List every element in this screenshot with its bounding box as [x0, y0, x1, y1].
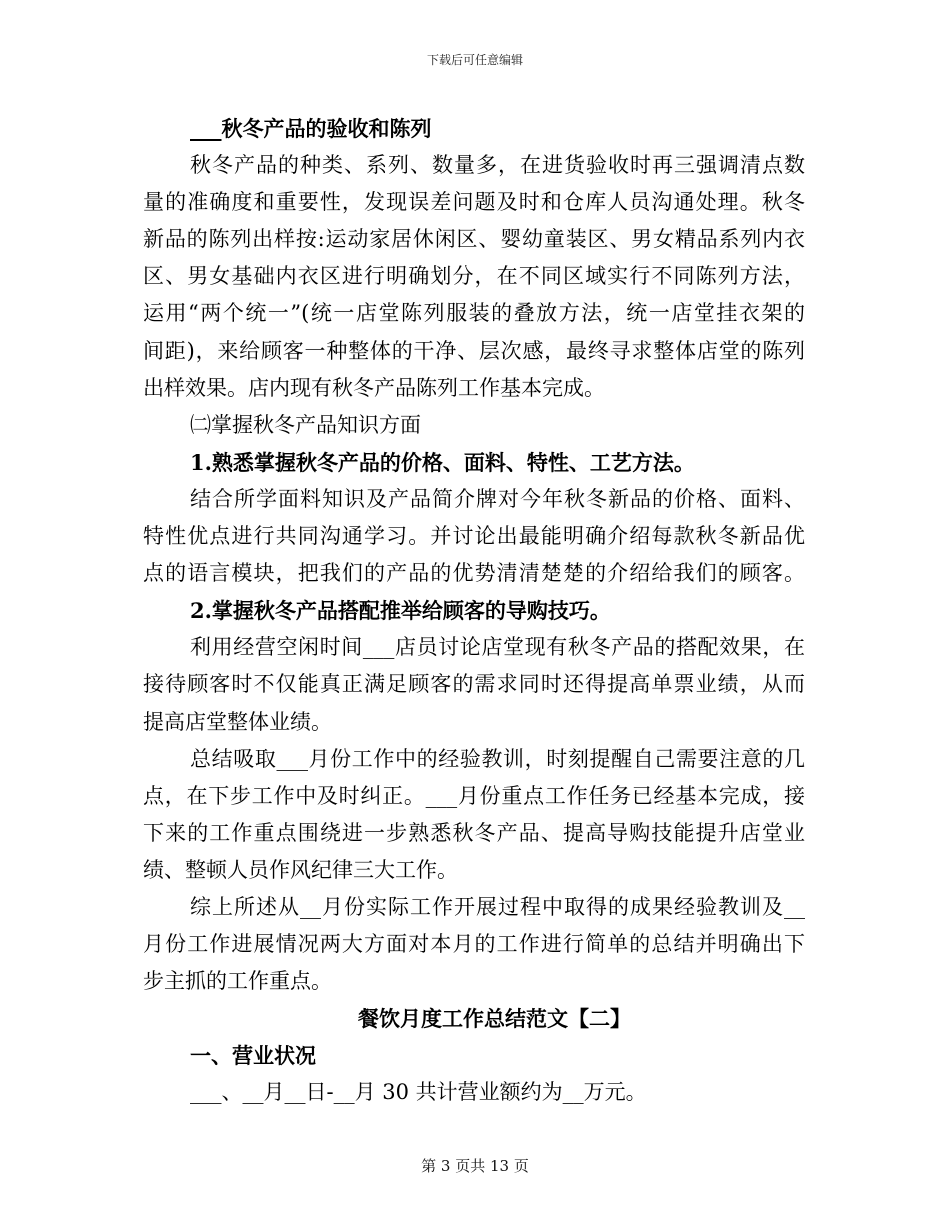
paragraph-line: 绩、整顿人员作风纪律三大工作。: [143, 857, 458, 882]
document-title: 餐饮月度工作总结范文【二】: [358, 1006, 631, 1032]
subsection-heading: 1.熟悉掌握秋冬产品的价格、面料、特性、工艺方法。: [190, 449, 695, 475]
paragraph-line: 运用“两个统一”(统一店堂陈列服装的叠放方法，统一店堂挂衣架的: [143, 301, 805, 326]
paragraph-line: 利用经营空闲时间___店员讨论店堂现有秋冬产品的搭配效果，在: [190, 635, 805, 660]
subsection-heading: 2.掌握秋冬产品搭配推举给顾客的导购技巧。: [190, 598, 611, 624]
paragraph-line: 下来的工作重点围绕进一步熟悉秋冬产品、提高导购技能提升店堂业: [143, 820, 805, 845]
paragraph-line: 接待顾客时不仅能真正满足顾客的需求同时还得提高单票业绩，从而: [143, 672, 805, 697]
paragraph-line: 特性优点进行共同沟通学习。并讨论出最能明确介绍每款秋冬新品优: [143, 524, 805, 549]
paragraph-line: 出样效果。店内现有秋冬产品陈列工作基本完成。: [143, 375, 605, 400]
paragraph-line: 提高店堂整体业绩。: [143, 709, 332, 734]
paragraph-line: 间距)，来给顾客一种整体的干净、层次感，最终寻求整体店堂的陈列: [143, 338, 805, 363]
section-heading: ㈡掌握秋冬产品知识方面: [190, 412, 421, 437]
paragraph-line: 步主抓的工作重点。: [143, 969, 332, 994]
paragraph-line: 点的语言模块，把我们的产品的优势清清楚楚的介绍给我们的顾客。: [143, 561, 805, 586]
section-heading: 一、营业状况: [190, 1043, 316, 1069]
paragraph-line: 点，在下步工作中及时纠正。___月份重点工作任务已经基本完成，接: [143, 783, 805, 808]
paragraph-line: 量的准确度和重要性，发现误差问题及时和仓库人员沟通处理。秋冬: [143, 190, 805, 215]
section-heading: ___秋冬产品的验收和陈列: [190, 116, 432, 141]
paragraph-line: 新品的陈列出样按:运动家居休闲区、婴幼童装区、男女精品系列内衣: [143, 227, 805, 252]
paragraph-line: 综上所述从__月份实际工作开展过程中取得的成果经验教训及__: [190, 894, 805, 919]
page-number: 第 3 页共 13 页: [421, 1157, 529, 1175]
document-body: [143, 110, 805, 1112]
paragraph-line: 总结吸取___月份工作中的经验教训，时刻提醒自己需要注意的几: [190, 746, 805, 771]
paragraph-line: 结合所学面料知识及产品简介牌对今年秋冬新品的价格、面料、: [190, 486, 805, 511]
header-note: 下载后可任意编辑: [426, 53, 523, 67]
paragraph-line: 秋冬产品的种类、系列、数量多，在进货验收时再三强调清点数: [190, 153, 805, 178]
paragraph-line: ___、__月__日-__月 30 共计营业额约为__万元。: [190, 1080, 647, 1105]
paragraph-line: 月份工作进展情况两大方面对本月的工作进行简单的总结并明确出下: [143, 932, 805, 957]
paragraph-line: 区、男女基础内衣区进行明确划分，在不同区域实行不同陈列方法，: [143, 264, 805, 289]
